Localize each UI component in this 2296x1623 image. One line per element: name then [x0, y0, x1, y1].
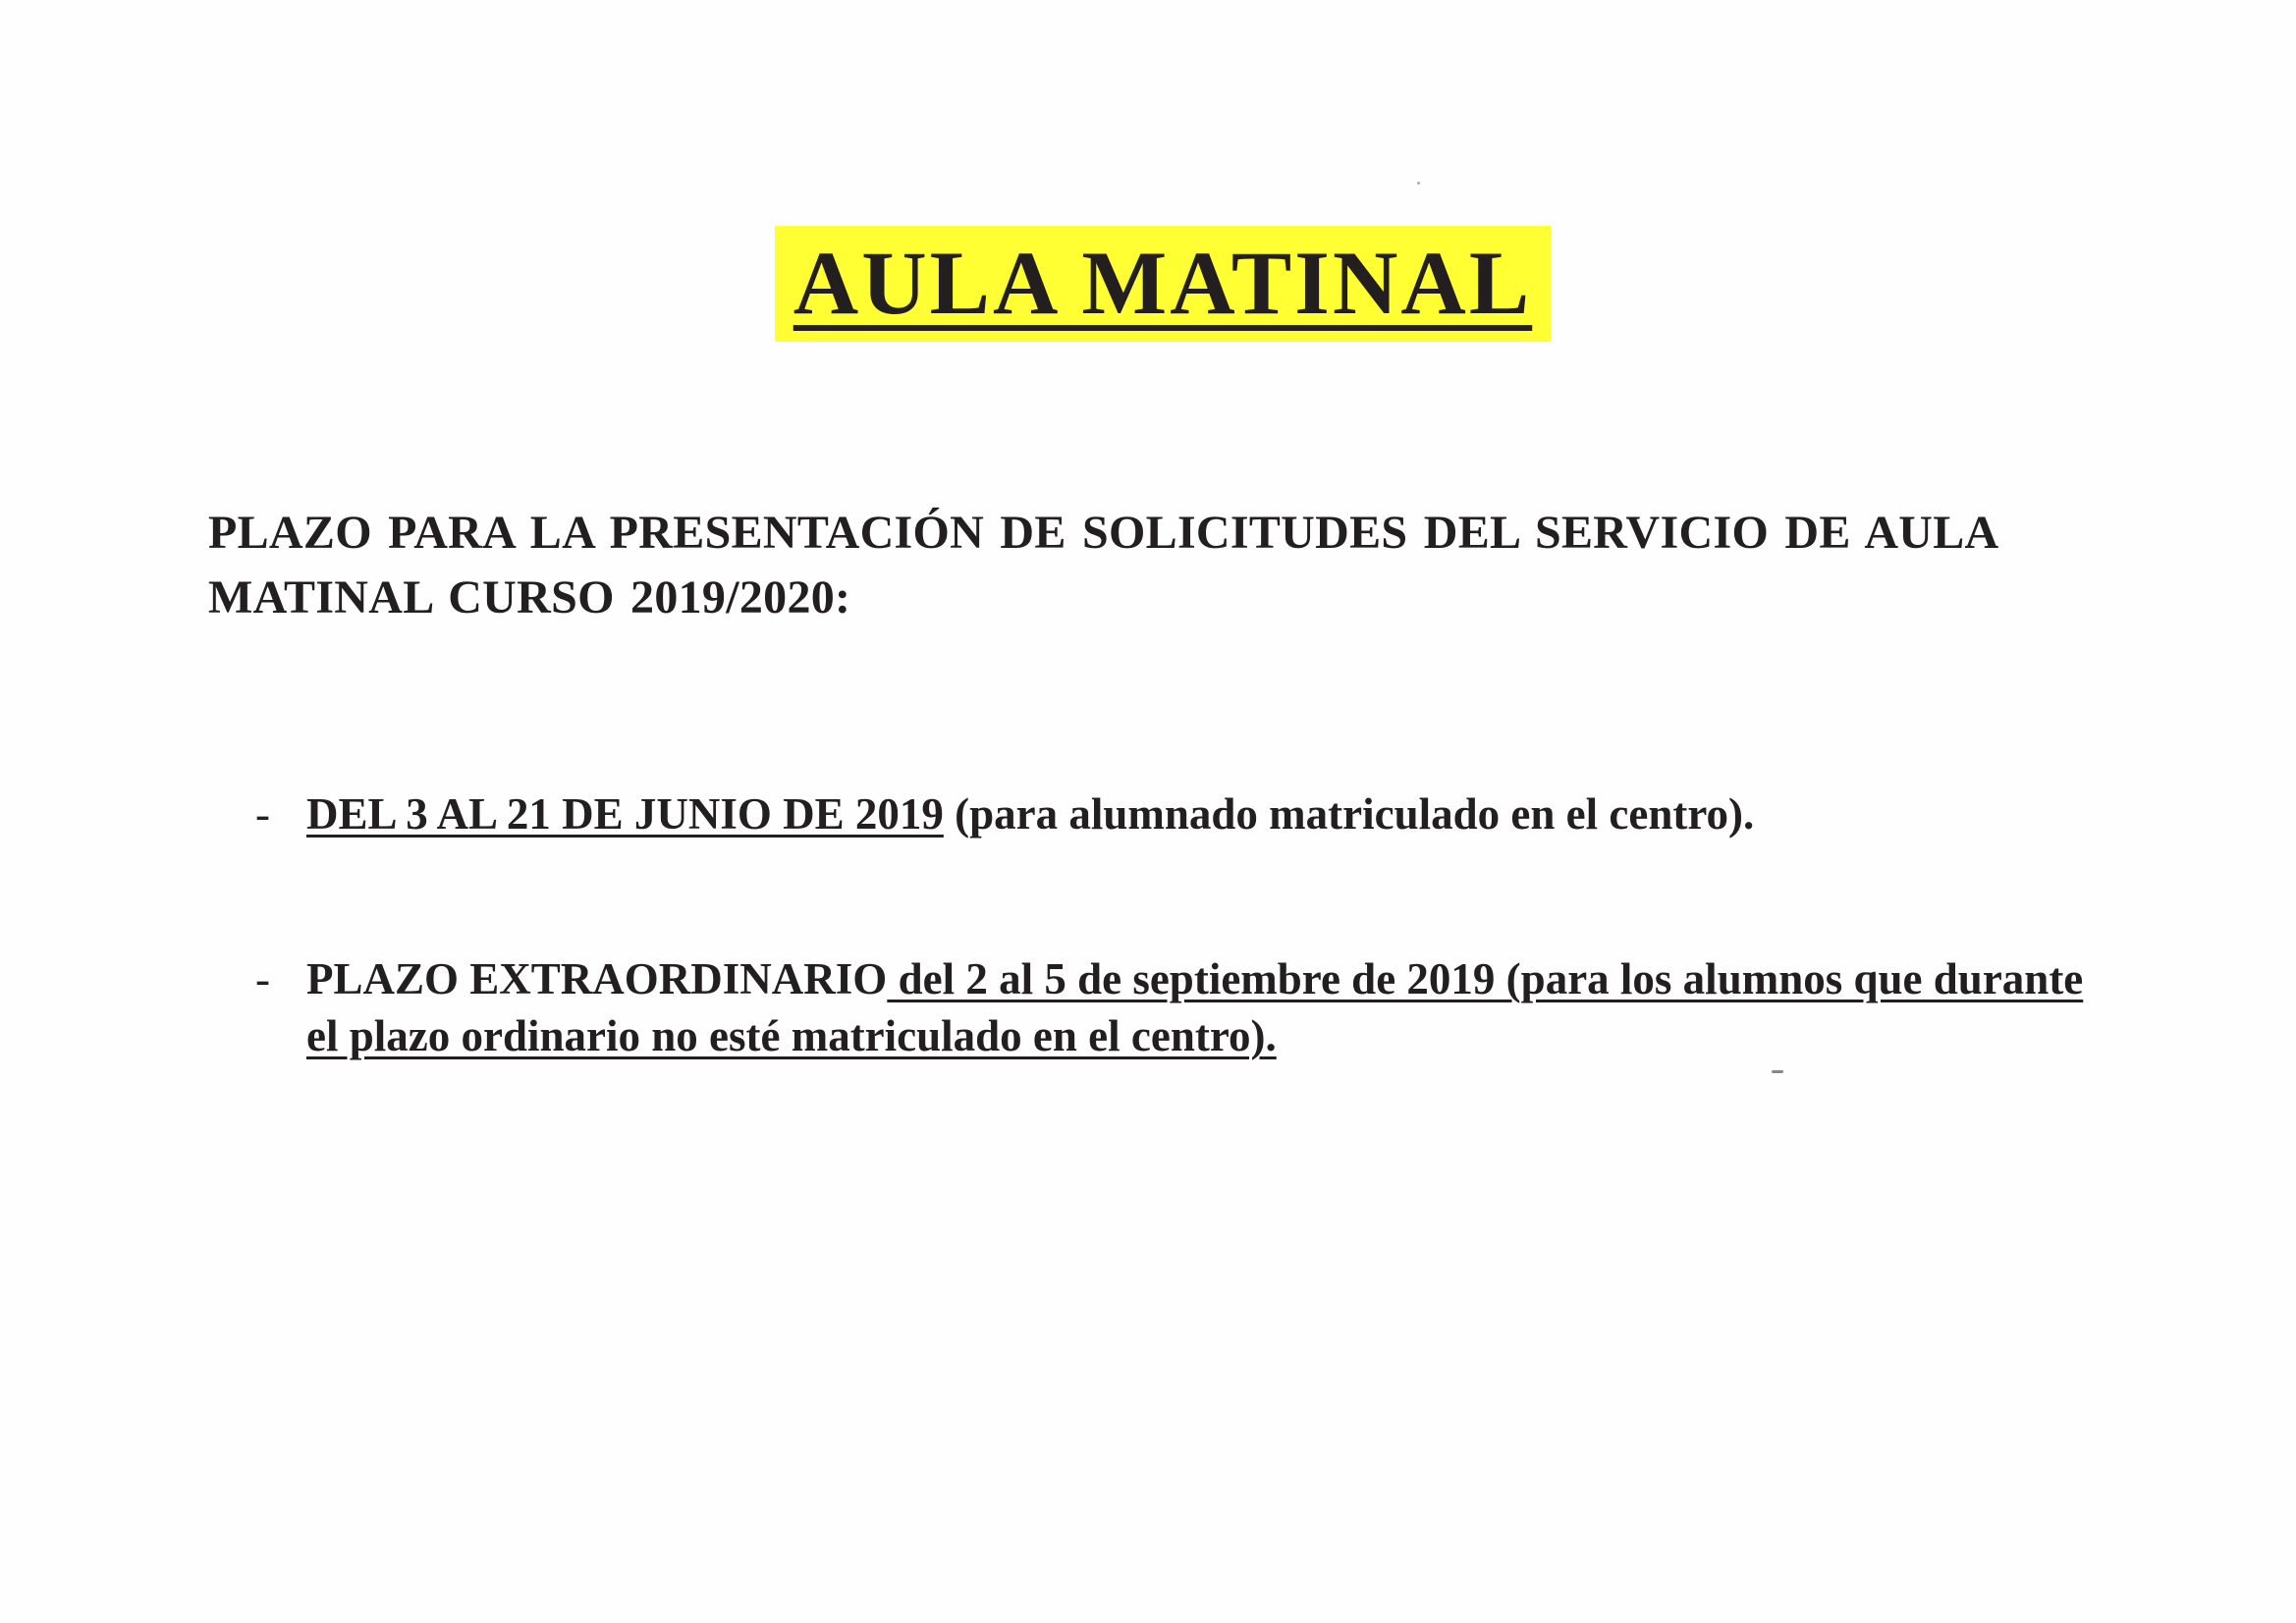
september-dates: del 2 al 5 de septiembre de 2019 (para los alumnos que durante el plazo ordinario no esté matriculado en el centro).: [306, 954, 2084, 1060]
june-dates: DEL 3 AL 21 DE JUNIO DE 2019: [306, 789, 944, 839]
list-item-text: [306, 785, 2123, 842]
list-bullet: -: [255, 954, 270, 1003]
june-note: (para alumnado matriculado en el centro).: [943, 789, 1755, 839]
title-highlight: [775, 226, 1551, 342]
notice-heading: PLAZO PARA LA PRESENTACIÓN DE SOLICITUDES DEL SERVICIO DE AULA MATINAL CURSO 2019/2020:: [208, 507, 1996, 623]
list-item-text: [306, 950, 2123, 1064]
list-bullet: -: [255, 789, 270, 839]
page-title: AULA MATINAL: [793, 233, 1533, 333]
scan-speck: [1772, 1070, 1783, 1073]
extraordinary-label: PLAZO EXTRAORDINARIO: [306, 954, 888, 1003]
scan-speck: [1417, 182, 1420, 185]
